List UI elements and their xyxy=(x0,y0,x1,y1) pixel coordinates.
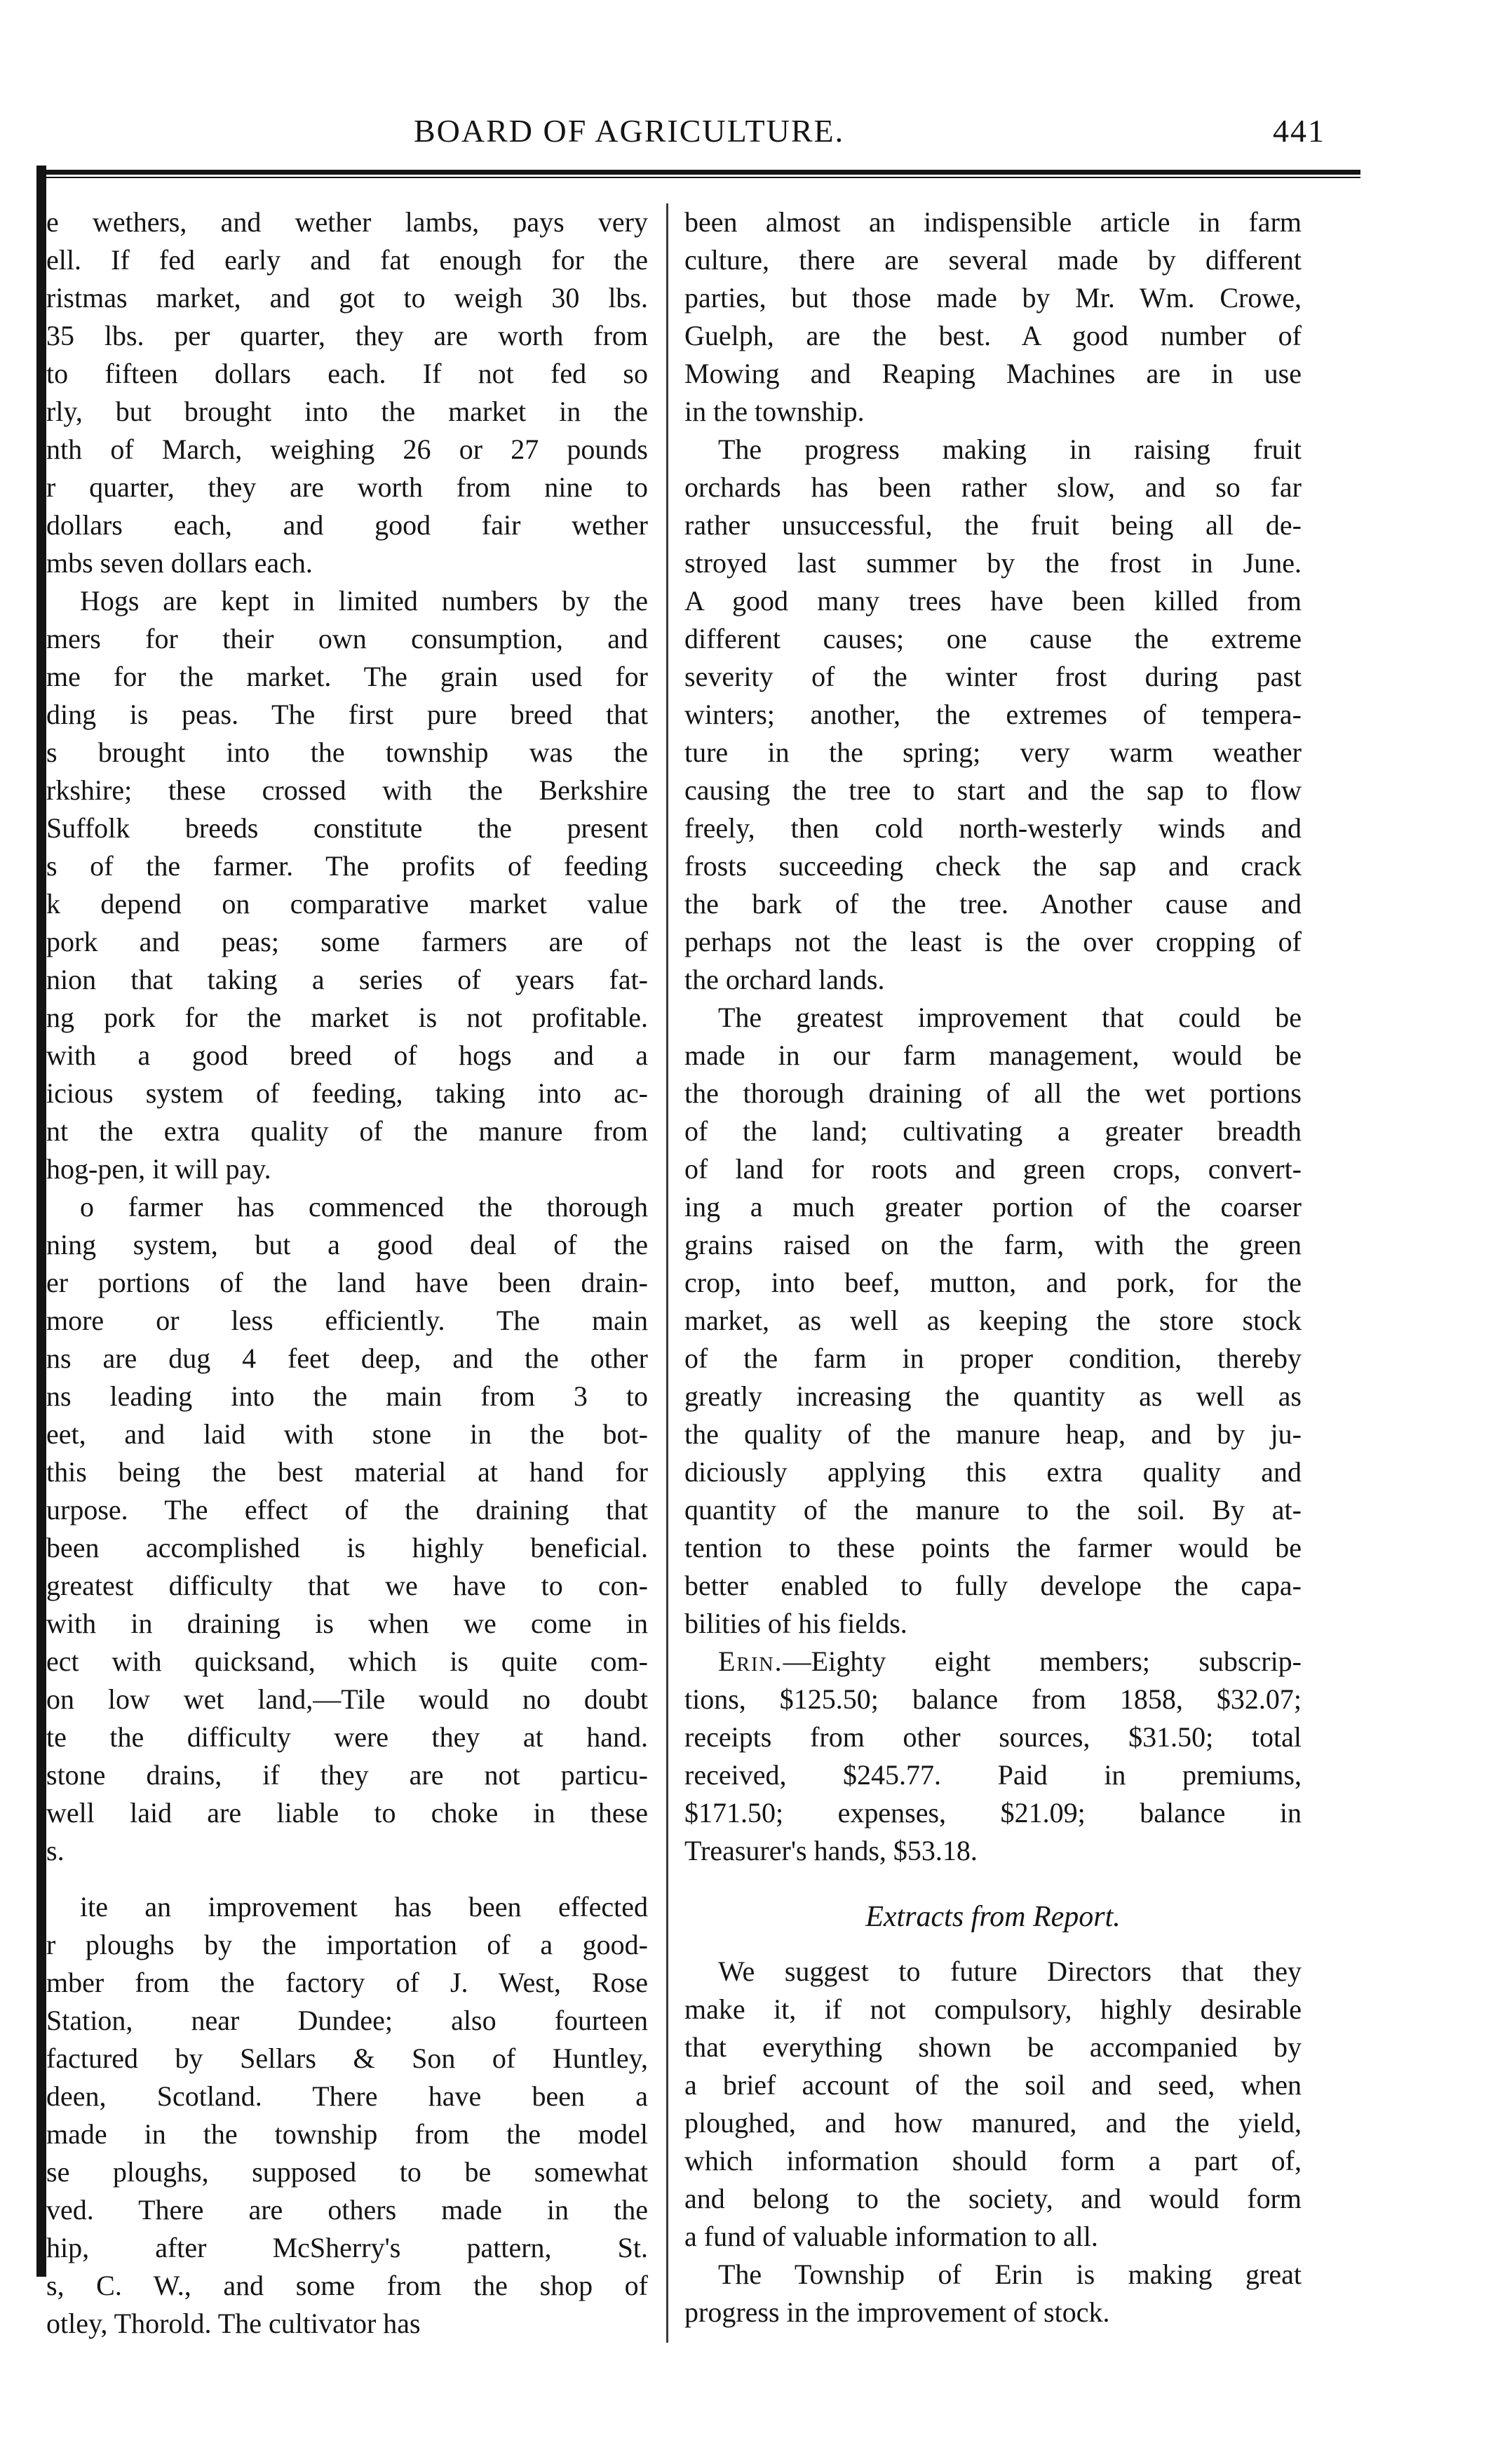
text-line: been accomplished is highly beneficial. xyxy=(46,1532,648,1563)
text-line: crop, into beef, mutton, and pork, for the xyxy=(684,1267,1302,1298)
paragraph xyxy=(46,1188,648,1870)
text-line: s of the farmer. The profits of feeding xyxy=(46,850,648,882)
right-column xyxy=(684,203,1302,2331)
text-line: which information should form a part of, xyxy=(684,2145,1302,2176)
text-line: winters; another, the extremes of tempera- xyxy=(684,699,1302,730)
erin-entry xyxy=(684,1643,1302,1870)
erin-line: received, $245.77. Paid in premiums, xyxy=(684,1759,1302,1791)
text-line: nth of March, weighing 26 or 27 pounds xyxy=(46,433,648,465)
text-line: the thorough draining of all the wet portions xyxy=(684,1077,1302,1109)
text-line: hog-pen, it will pay. xyxy=(46,1153,271,1185)
spacer xyxy=(46,1870,648,1888)
text-line: of the farm in proper condition, thereby xyxy=(684,1342,1302,1374)
text-line: of the land; cultivating a greater breadth xyxy=(684,1115,1302,1147)
text-line: factured by Sellars & Son of Huntley, xyxy=(46,2042,648,2074)
text-line: s, C. W., and some from the shop of xyxy=(46,2270,648,2301)
text-line: perhaps not the least is the over cropping of xyxy=(684,926,1302,957)
text-line: culture, there are several made by different xyxy=(684,244,1302,276)
text-line: Guelph, are the best. A good number of xyxy=(684,320,1302,351)
paragraph xyxy=(684,203,1302,431)
text-line: ploughed, and how manured, and the yield, xyxy=(684,2107,1302,2139)
paragraph xyxy=(684,2256,1302,2331)
text-line: diciously applying this extra quality and xyxy=(684,1456,1302,1488)
text-line: urpose. The effect of the draining that xyxy=(46,1494,648,1526)
text-line: icious system of feeding, taking into ac- xyxy=(46,1077,648,1109)
text-line: in the township. xyxy=(684,396,865,427)
right-paragraphs-after-heading xyxy=(684,1953,1302,2331)
text-line: and belong to the society, and would form xyxy=(684,2183,1302,2214)
column-divider xyxy=(666,203,668,2343)
text-line: ns leading into the main from 3 to xyxy=(46,1380,648,1412)
text-line: stone drains, if they are not particu- xyxy=(46,1759,648,1791)
text-line: k depend on comparative market value xyxy=(46,888,648,920)
text-line: r quarter, they are worth from nine to xyxy=(46,471,648,503)
text-line: ite an improvement has been effected xyxy=(80,1891,648,1923)
text-line: tention to these points the farmer would be xyxy=(684,1532,1302,1563)
left-column xyxy=(46,203,648,2343)
text-line: The Township of Erin is making great xyxy=(718,2258,1302,2290)
text-line: e wethers, and wether lambs, pays very xyxy=(46,206,648,238)
header-rule-thin xyxy=(42,177,1360,178)
text-line: stroyed last summer by the frost in June. xyxy=(684,547,1302,579)
header-rule xyxy=(42,170,1360,175)
spacer xyxy=(684,1936,1302,1953)
text-line: Mowing and Reaping Machines are in use xyxy=(684,358,1302,389)
paragraph xyxy=(684,999,1302,1643)
spacer xyxy=(684,1870,1302,1898)
text-line: grains raised on the farm, with the green xyxy=(684,1229,1302,1260)
erin-label: Erin. xyxy=(718,1645,783,1677)
text-line: ell. If fed early and fat enough for the xyxy=(46,244,648,276)
text-line: the quality of the manure heap, and by ju- xyxy=(684,1418,1302,1450)
text-line: nt the extra quality of the manure from xyxy=(46,1115,648,1147)
text-line: We suggest to future Directors that they xyxy=(718,1955,1302,1987)
text-line: deen, Scotland. There have been a xyxy=(46,2080,648,2112)
running-title: BOARD OF AGRICULTURE. xyxy=(414,113,845,149)
text-line: hip, after McSherry's pattern, St. xyxy=(46,2232,648,2263)
text-line: The progress making in raising fruit xyxy=(718,433,1302,465)
text-line: the bark of the tree. Another cause and xyxy=(684,888,1302,920)
erin-line: $171.50; expenses, $21.09; balance in xyxy=(684,1797,1302,1829)
text-line: to fifteen dollars each. If not fed so xyxy=(46,358,648,389)
text-line: with in draining is when we come in xyxy=(46,1608,648,1639)
text-line: 35 lbs. per quarter, they are worth from xyxy=(46,320,648,351)
text-line: mers for their own consumption, and xyxy=(46,623,648,654)
text-line: causing the tree to start and the sap to flow xyxy=(684,774,1302,806)
text-line: ing a much greater portion of the coarser xyxy=(684,1191,1302,1223)
paragraph xyxy=(684,431,1302,999)
text-line: greatly increasing the quantity as well as xyxy=(684,1380,1302,1412)
text-line: Hogs are kept in limited numbers by the xyxy=(80,585,648,617)
text-line: frosts succeeding check the sap and crack xyxy=(684,850,1302,882)
text-line: progress in the improvement of stock. xyxy=(684,2296,1110,2328)
text-line: the orchard lands. xyxy=(684,964,885,995)
text-line: better enabled to fully develope the capa- xyxy=(684,1570,1302,1601)
text-line: rkshire; these crossed with the Berkshire xyxy=(46,774,648,806)
text-line: that everything shown be accompanied by xyxy=(684,2031,1302,2063)
paragraph xyxy=(684,1953,1302,2256)
text-line: been almost an indispensible article in farm xyxy=(684,206,1302,238)
text-line: well laid are liable to choke in these xyxy=(46,1797,648,1829)
text-line: se ploughs, supposed to be somewhat xyxy=(46,2156,648,2188)
text-line: Suffolk breeds constitute the present xyxy=(46,812,648,844)
text-line: made in our farm management, would be xyxy=(684,1039,1302,1071)
text-line: ning system, but a good deal of the xyxy=(46,1229,648,1260)
text-line: market, as well as keeping the store stock xyxy=(684,1305,1302,1336)
erin-line: receipts from other sources, $31.50; total xyxy=(684,1721,1302,1753)
text-line: bilities of his fields. xyxy=(684,1608,907,1639)
text-line: er portions of the land have been drain- xyxy=(46,1267,648,1298)
text-line: mber from the factory of J. West, Rose xyxy=(46,1967,648,1998)
text-line: ng pork for the market is not profitable. xyxy=(46,1002,648,1033)
text-line: rather unsuccessful, the fruit being all de- xyxy=(684,509,1302,541)
paragraph xyxy=(46,203,648,582)
text-line: r ploughs by the importation of a good- xyxy=(46,1929,648,1960)
text-line: te the difficulty were they at hand. xyxy=(46,1721,648,1753)
text-line: otley, Thorold. The cultivator has xyxy=(46,2308,421,2339)
text-line: on low wet land,—Tile would no doubt xyxy=(46,1683,648,1715)
text-line: nion that taking a series of years fat- xyxy=(46,964,648,995)
erin-line-0: —Eighty eight members; subscrip- xyxy=(783,1645,1302,1677)
text-line: ect with quicksand, which is quite com- xyxy=(46,1645,648,1677)
text-line: more or less efficiently. The main xyxy=(46,1305,648,1336)
section-heading: Extracts from Report. xyxy=(865,1901,1121,1933)
text-line: ture in the spring; very warm weather xyxy=(684,736,1302,768)
text-line: freely, then cold north-westerly winds and xyxy=(684,812,1302,844)
text-line: ristmas market, and got to weigh 30 lbs. xyxy=(46,282,648,314)
text-line: with a good breed of hogs and a xyxy=(46,1039,648,1071)
text-line: of land for roots and green crops, convert- xyxy=(684,1153,1302,1185)
text-line: The greatest improvement that could be xyxy=(718,1002,1302,1033)
text-line: ved. There are others made in the xyxy=(46,2194,648,2226)
text-line: Station, near Dundee; also fourteen xyxy=(46,2005,648,2036)
text-line: different causes; one cause the extreme xyxy=(684,623,1302,654)
text-line: severity of the winter frost during past xyxy=(684,661,1302,692)
text-line: A good many trees have been killed from xyxy=(684,585,1302,617)
erin-line: Treasurer's hands, $53.18. xyxy=(684,1835,978,1866)
text-line: this being the best material at hand for xyxy=(46,1456,648,1488)
text-line: s. xyxy=(46,1835,65,1866)
text-line: mbs seven dollars each. xyxy=(46,547,313,579)
text-line: make it, if not compulsory, highly desirable xyxy=(684,1993,1302,2025)
paragraph xyxy=(46,1888,648,2343)
erin-line: tions, $125.50; balance from 1858, $32.07; xyxy=(684,1683,1302,1715)
erin-first-line xyxy=(684,1643,1302,1681)
text-line: orchards has been rather slow, and so far xyxy=(684,471,1302,503)
text-line: rly, but brought into the market in the xyxy=(46,396,648,427)
text-line: o farmer has commenced the thorough xyxy=(80,1191,648,1223)
text-line: quantity of the manure to the soil. By at- xyxy=(684,1494,1302,1526)
text-line: eet, and laid with stone in the bot- xyxy=(46,1418,648,1450)
text-line: me for the market. The grain used for xyxy=(46,661,648,692)
running-head xyxy=(0,112,1493,168)
text-line: a fund of valuable information to all. xyxy=(684,2221,1098,2252)
text-line: s brought into the township was the xyxy=(46,736,648,768)
right-paragraphs-before-heading xyxy=(684,203,1302,1643)
paragraph xyxy=(46,582,648,1188)
text-line: ding is peas. The first pure breed that xyxy=(46,699,648,730)
text-line: ns are dug 4 feet deep, and the other xyxy=(46,1342,648,1374)
text-line: pork and peas; some farmers are of xyxy=(46,926,648,957)
binding-shadow xyxy=(36,166,46,2277)
text-line: greatest difficulty that we have to con- xyxy=(46,1570,648,1601)
page-number: 441 xyxy=(1273,113,1325,149)
text-line: parties, but those made by Mr. Wm. Crowe, xyxy=(684,282,1302,314)
text-line: made in the township from the model xyxy=(46,2118,648,2150)
text-line: a brief account of the soil and seed, when xyxy=(684,2069,1302,2101)
text-line: dollars each, and good fair wether xyxy=(46,509,648,541)
